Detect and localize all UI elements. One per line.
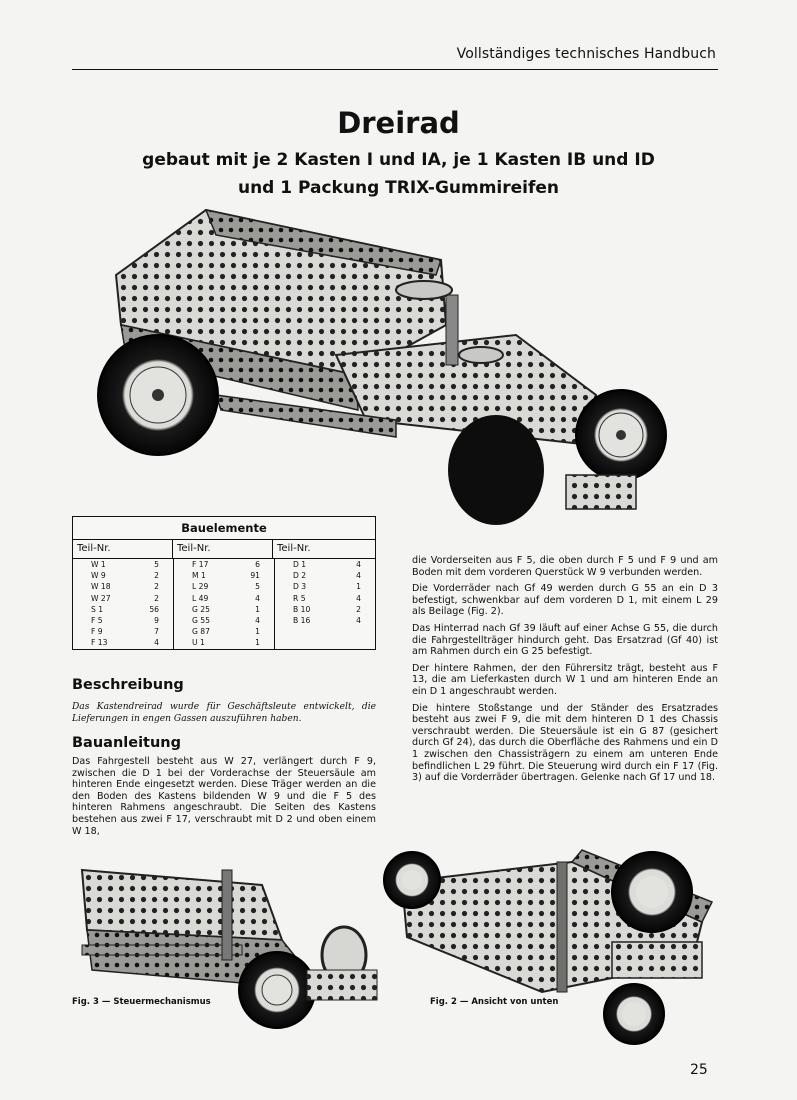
parts-column — [275, 559, 375, 649]
part-number: W 1 — [91, 560, 106, 569]
parts-column — [174, 559, 275, 649]
part-quantity: 2 — [154, 593, 159, 603]
part-quantity: 4 — [154, 638, 159, 648]
paragraph: Das Hinterrad nach Gf 39 läuft auf einer Achse G 55, die durch die Fahrgestellträger hindurch geht. Das Ersatzrad (Gf 40) ist am Rahmen durch ein G 25 befestigt. — [412, 622, 718, 658]
header-rule — [72, 69, 718, 70]
part-number — [275, 637, 331, 648]
column-header: Teil-Nr. — [277, 543, 311, 554]
part-number: W 27 — [91, 593, 111, 603]
table-row — [73, 604, 173, 615]
bauanleitung-paragraph: Das Fahrgestell besteht aus W 27, verlängert durch F 9, zwischen die D 1 bei der Vorderachse der Steuersäule am hinteren Ende eingesetzt werden. Diese Träger werden an die den Boden des Kastens bildenden W 9 und die F 5 des hinteren Rahmens angeschraubt. Die Seiten des Kastens bestehen aus zwei F 17, verschraubt mit D 2 und oben einem W 18, — [72, 756, 376, 837]
part-number: L 29 — [192, 582, 209, 592]
part-quantity: 4 — [356, 560, 361, 569]
part-number: G 55 — [192, 615, 210, 625]
part-number: D 2 — [293, 571, 307, 581]
part-number: U 1 — [192, 638, 205, 648]
parts-table-title: Bauelemente — [73, 517, 375, 540]
table-row — [174, 559, 274, 570]
fig3-caption: Fig. 3 — Steuermechanismus — [72, 997, 211, 1007]
right-column — [412, 555, 718, 784]
subtitle-line-2: und 1 Packung TRIX-Gummireifen — [237, 178, 560, 198]
part-quantity: 5 — [154, 560, 159, 569]
running-header: Vollständiges technisches Handbuch — [456, 46, 716, 62]
table-row — [73, 559, 173, 570]
part-quantity: 4 — [356, 615, 361, 625]
part-number: G 25 — [192, 604, 210, 614]
paragraph: Der hintere Rahmen, der den Führersitz trägt, besteht aus F 13, die am Lieferkasten durch W 1 und am hinteren Ende an ein D 1 angeschraubt werden. — [412, 662, 718, 697]
beschreibung-heading: Beschreibung — [72, 677, 184, 693]
part-number: B 10 — [293, 604, 311, 614]
beschreibung-text: Das Kastendreirad wurde für Geschäftsleute entwickelt, die Lieferungen in engen Gassen auszuführen haben. — [72, 702, 376, 724]
table-row — [73, 581, 173, 592]
part-quantity — [331, 626, 375, 637]
part-number: F 5 — [91, 615, 103, 625]
part-number: F 9 — [91, 627, 103, 637]
part-number: D 3 — [293, 582, 307, 592]
paragraph: die Vorderseiten aus F 5, die oben durch F 5 und F 9 und am Boden mit dem vorderen Querstück W 9 verbunden werden. — [412, 555, 718, 578]
part-number: M 1 — [192, 571, 206, 581]
paragraph: Die hintere Stoßstange und der Ständer des Ersatzrades besteht aus zwei F 9, die mit dem hinteren D 1 des Chassis verschraubt werden. Die Steuersäule ist ein G 87 (gesichert durch Gf 24), das durch die Oberfläche des Rahmens und ein D 1 zwischen den Chassisträgern zu einem am unteren Ende befindlichen L 29 führt. Die Steuerung wird durch ein F 17 (Fig. 3) auf die Vorderräder übertragen. Gelenke nach Gf 17 und 18. — [412, 702, 718, 784]
table-row — [275, 581, 375, 592]
part-quantity: 91 — [250, 571, 260, 581]
page-title: Dreirad — [337, 106, 460, 140]
part-number: L 49 — [192, 593, 209, 603]
part-number: D 1 — [293, 560, 307, 569]
subtitle-line-1: gebaut mit je 2 Kasten I und IA, je 1 Kasten IB und ID — [142, 150, 655, 170]
tricycle-photo — [96, 205, 671, 535]
part-quantity: 2 — [154, 571, 159, 581]
part-quantity: 4 — [255, 615, 260, 625]
table-row — [275, 593, 375, 604]
part-quantity: 1 — [255, 627, 260, 637]
table-row — [174, 604, 274, 615]
paragraph: Die Vorderräder nach Gf 49 werden durch G 55 an ein D 3 befestigt, schwenkbar auf dem vorderen D 1, mit einem L 29 als Beilage (Fig. 2). — [412, 583, 718, 618]
part-number: G 87 — [192, 627, 210, 637]
part-quantity: 1 — [255, 638, 260, 648]
table-row — [174, 570, 274, 581]
part-number: W 9 — [91, 571, 106, 581]
table-row — [73, 637, 173, 648]
parts-column — [73, 559, 174, 649]
table-row — [73, 570, 173, 581]
part-number: S 1 — [91, 604, 104, 614]
parts-table — [72, 516, 376, 650]
table-row — [275, 615, 375, 626]
fig2-caption: Fig. 2 — Ansicht von unten — [430, 997, 559, 1007]
part-number: R 5 — [293, 593, 306, 603]
part-quantity: 6 — [255, 560, 260, 569]
part-quantity: 1 — [356, 582, 361, 592]
table-row — [174, 637, 274, 648]
part-quantity: 5 — [255, 582, 260, 592]
table-row — [275, 604, 375, 615]
part-quantity: 9 — [154, 615, 159, 625]
table-row — [275, 559, 375, 570]
part-quantity: 2 — [356, 604, 361, 614]
table-row — [174, 626, 274, 637]
table-row — [275, 570, 375, 581]
part-quantity: 2 — [154, 582, 159, 592]
part-quantity — [331, 637, 375, 648]
table-row — [275, 637, 375, 648]
part-quantity: 4 — [255, 593, 260, 603]
part-quantity: 4 — [356, 593, 361, 603]
bauanleitung-heading: Bauanleitung — [72, 735, 181, 751]
part-quantity: 56 — [149, 604, 159, 614]
part-number: F 13 — [91, 638, 108, 648]
part-quantity: 1 — [255, 604, 260, 614]
fig2-photo — [382, 842, 722, 1047]
table-row — [174, 593, 274, 604]
column-header: Teil-Nr. — [73, 540, 173, 558]
part-number: F 17 — [192, 560, 209, 569]
part-number: B 16 — [293, 615, 311, 625]
part-quantity: 7 — [154, 627, 159, 637]
page-number: 25 — [690, 1062, 708, 1078]
part-quantity: 4 — [356, 571, 361, 581]
table-row — [73, 593, 173, 604]
part-number: W 18 — [91, 582, 111, 592]
table-row — [275, 626, 375, 637]
table-row — [73, 626, 173, 637]
part-number — [275, 626, 331, 637]
column-header: Teil-Nr. — [173, 540, 273, 558]
table-row — [174, 581, 274, 592]
table-row — [73, 615, 173, 626]
table-row — [174, 615, 274, 626]
